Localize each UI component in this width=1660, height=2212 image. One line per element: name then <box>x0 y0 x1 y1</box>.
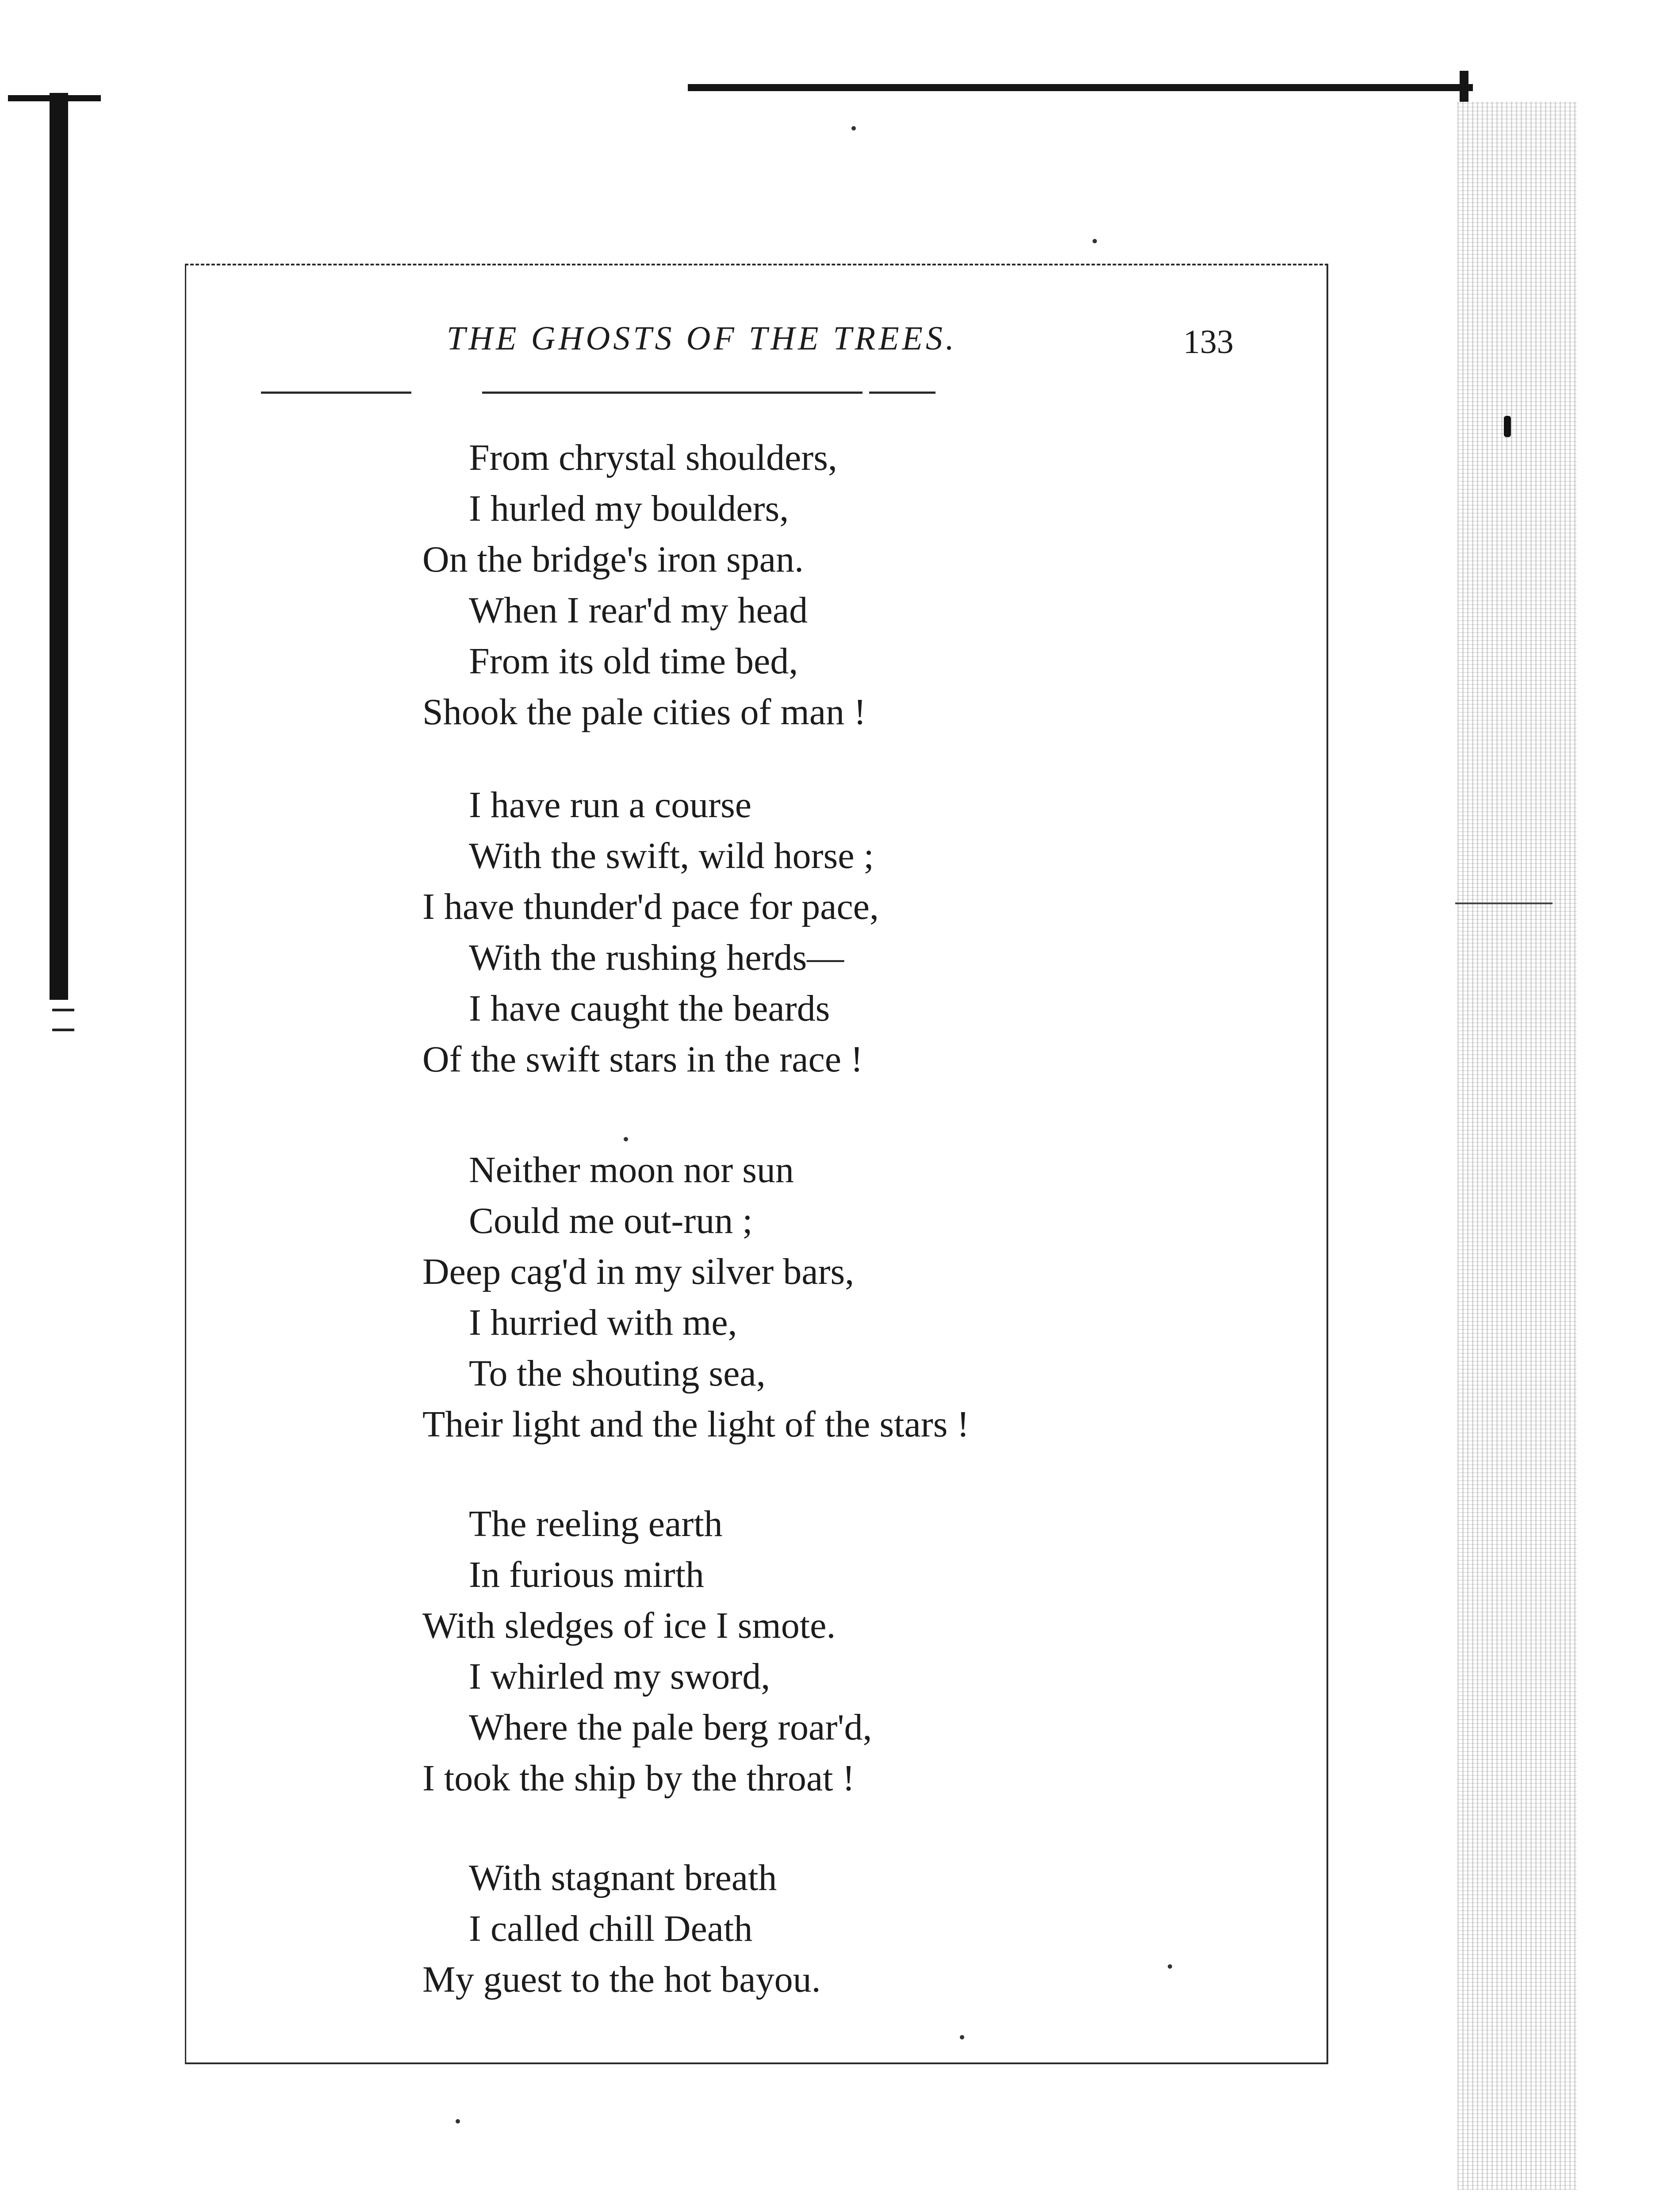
poem-line: With the rushing herds— <box>469 937 844 978</box>
poem-line: From its old time bed, <box>469 641 798 682</box>
poem-line: Shook the pale cities of man ! <box>422 691 866 733</box>
poem-line: From chrystal shoulders, <box>469 437 837 478</box>
poem-line: Of the swift stars in the race ! <box>422 1039 863 1080</box>
poem-line: With the swift, wild horse ; <box>469 835 874 876</box>
poem-line: Their light and the light of the stars ! <box>422 1404 970 1445</box>
poem-line: I hurried with me, <box>469 1302 737 1343</box>
running-head-title: THE GHOSTS OF THE TREES. <box>447 320 957 357</box>
poem-line: The reeling earth <box>469 1503 723 1544</box>
poem-line: I whirled my sword, <box>469 1656 771 1697</box>
poem-line: In furious mirth <box>469 1554 704 1595</box>
poem-line: With stagnant breath <box>469 1857 777 1898</box>
poem-line: Could me out-run ; <box>469 1200 753 1241</box>
poem-line: I called chill Death <box>469 1908 753 1949</box>
poem-line: I hurled my boulders, <box>469 488 789 529</box>
poem-line: I have run a course <box>469 784 752 826</box>
page-number: 133 <box>1183 323 1234 361</box>
poem-line: Where the pale berg roar'd, <box>469 1707 872 1748</box>
poem-line: On the bridge's iron span. <box>422 539 804 580</box>
poem-line: With sledges of ice I smote. <box>422 1605 836 1646</box>
poem-line: My guest to the hot bayou. <box>422 1959 821 2000</box>
poem-line: Deep cag'd in my silver bars, <box>422 1251 855 1292</box>
poem-line: I have caught the beards <box>469 988 830 1029</box>
poem-line: I took the ship by the throat ! <box>422 1758 855 1799</box>
poem-line: Neither moon nor sun <box>469 1149 794 1190</box>
poem-line: I have thunder'd pace for pace, <box>422 886 879 927</box>
poem-line: To the shouting sea, <box>469 1353 766 1394</box>
poem-line: When I rear'd my head <box>469 590 808 631</box>
